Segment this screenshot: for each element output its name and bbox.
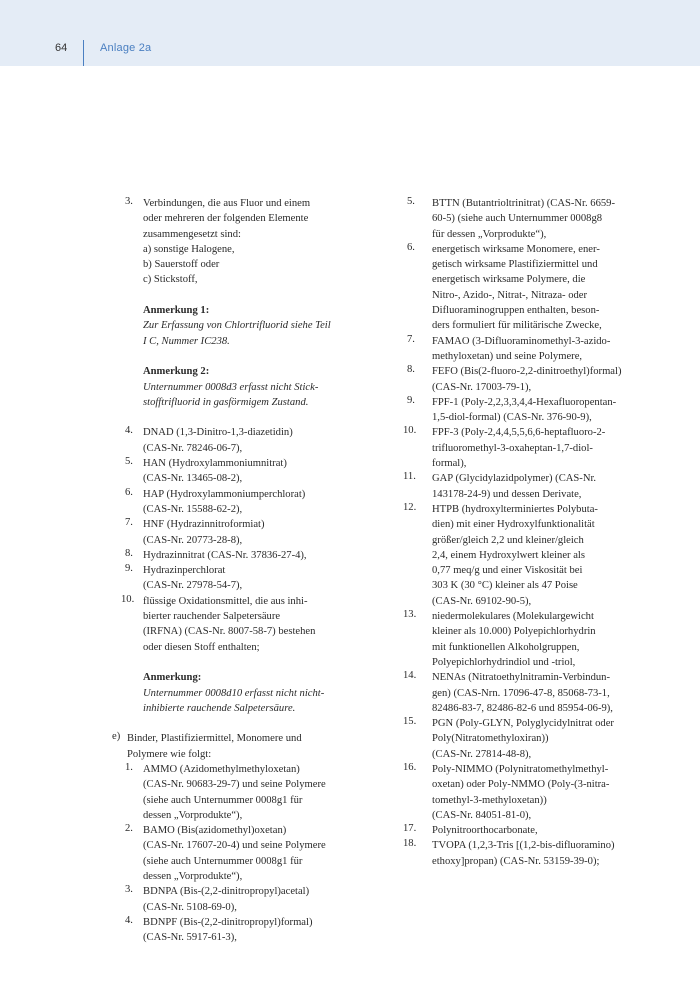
- item-text-line: GAP (Glycidylazidpolymer) (CAS-Nr.: [432, 473, 597, 485]
- list-item-3: [112, 196, 347, 288]
- item-text-line: HTPB (hydroxylterminiertes Polybuta-: [432, 503, 598, 515]
- list-item-14-right: [403, 670, 635, 716]
- item-text-line: (siehe auch Unternummer 0008g1 für: [143, 794, 303, 806]
- item-text-line: (CAS-Nr. 5108-69-0),: [143, 901, 237, 913]
- list-item-11-right: [403, 471, 635, 502]
- note-1: [112, 303, 347, 349]
- item-text-line: 143178-24-9) und dessen Derivate,: [432, 488, 582, 500]
- item-text-line: HAP (Hydroxylammoniumperchlorat): [143, 488, 306, 500]
- section-label: e): [112, 731, 121, 743]
- list-item-10: [112, 594, 347, 655]
- item-text-line: (CAS-Nr. 27814-48-8),: [432, 748, 532, 760]
- list-item-7: [112, 517, 347, 548]
- note-title: Anmerkung:: [143, 672, 202, 684]
- sub-item-a: [143, 242, 347, 257]
- list-item-8: [112, 548, 347, 563]
- item-text-line: BDNPF (Bis-(2,2-dinitropropyl)formal): [143, 916, 313, 928]
- item-text-line: zusammengesetzt sind:: [143, 228, 241, 240]
- page-header: [0, 0, 700, 66]
- item-text-line: HAN (Hydroxylammoniumnitrat): [143, 458, 287, 470]
- item-text-line: Hydrazinnitrat (CAS-Nr. 37836-27-4),: [143, 549, 307, 561]
- item-text-line: oder diesen Stoff enthalten;: [143, 641, 260, 653]
- list-item-4: [112, 425, 347, 456]
- item-number: 7.: [407, 333, 415, 345]
- right-column: [403, 196, 635, 869]
- sub-item-label: c): [143, 274, 152, 286]
- item-text-line: ders formuliert für militärische Zwecke,: [432, 320, 602, 332]
- page-number: 64: [55, 42, 68, 54]
- item-text-line: TVOPA (1,2,3-Tris [(1,2-bis-difluoramino): [432, 840, 615, 852]
- sub-item-text: Stickstoff,: [153, 274, 198, 286]
- sub-item-text: sonstige Halogene,: [153, 243, 235, 255]
- item-number: 10.: [403, 425, 417, 437]
- list-item-6: [112, 487, 347, 518]
- item-number: 8.: [125, 547, 133, 559]
- item-text-line: (CAS-Nr. 78246-06-7),: [143, 442, 243, 454]
- note-title: Anmerkung 2:: [143, 366, 210, 378]
- item-text-line: (CAS-Nr. 13465-08-2),: [143, 473, 243, 485]
- item-text-line: methyloxetan) und seine Polymere,: [432, 350, 583, 362]
- item-text-line: gen) (CAS-Nrn. 17096-47-8, 85068-73-1,: [432, 687, 610, 699]
- item-number: 6.: [407, 241, 415, 253]
- item-text-line: BAMO (Bis(azidomethyl)oxetan): [143, 825, 287, 837]
- list-item-17-right: [403, 823, 635, 838]
- section-text-line: Binder, Plastifiziermittel, Monomere und: [127, 733, 302, 745]
- item-text-line: dessen „Vorprodukte“),: [143, 809, 243, 821]
- item-text-line: bierter rauchender Salpetersäure: [143, 611, 281, 623]
- item-text-line: 1,5-diol-formal) (CAS-Nr. 376-90-9),: [432, 412, 592, 424]
- item-text-line: dessen „Vorprodukte“),: [143, 871, 243, 883]
- e-list-item-3: [112, 884, 347, 915]
- item-text-line: dien) mit einer Hydroxylfunktionalität: [432, 519, 595, 531]
- item-text-line: (CAS-Nr. 27978-54-7),: [143, 580, 243, 592]
- item-number: 4.: [125, 914, 133, 926]
- item-text-line: AMMO (Azidomethylmethyloxetan): [143, 763, 300, 775]
- item-text-line: FEFO (Bis(2-fluoro-2,2-dinitroethyl)formal): [432, 366, 622, 378]
- list-item-15-right: [403, 716, 635, 762]
- item-text-line: FAMAO (3-Difluoraminomethyl-3-azido-: [432, 335, 611, 347]
- section-text-line: Polymere wie folgt:: [127, 748, 212, 760]
- item-text-line: größer/gleich 2,2 und kleiner/gleich: [432, 534, 584, 546]
- list-item-5-right: [403, 196, 635, 242]
- list-item-12-right: [403, 502, 635, 609]
- note-text-line: I C, Nummer IC238.: [143, 335, 230, 347]
- item-text-line: Nitro-, Azido-, Nitrat-, Nitraza- oder: [432, 289, 588, 301]
- list-item-10-right: [403, 425, 635, 471]
- item-number: 2.: [125, 823, 133, 835]
- item-text-line: Difluoraminogruppen enthalten, beson-: [432, 305, 600, 317]
- item-text-line: (CAS-Nr. 5917-61-3),: [143, 932, 237, 944]
- note-title: Anmerkung 1:: [143, 305, 210, 317]
- item-text-line: Poly-NIMMO (Polynitratomethylmethyl-: [432, 763, 609, 775]
- item-text-line: HNF (Hydrazinnitroformiat): [143, 519, 265, 531]
- e-list-item-2: [112, 823, 347, 884]
- note-text-line: Unternummer 0008d3 erfasst nicht Stick-: [143, 381, 319, 393]
- item-text-line: (CAS-Nr. 90683-29-7) und seine Polymere: [143, 779, 326, 791]
- item-text-line: 0,77 meq/g und einer Viskosität bei: [432, 565, 583, 577]
- item-number: 9.: [125, 563, 133, 575]
- sub-item-label: b): [143, 259, 152, 271]
- item-number: 17.: [403, 823, 417, 835]
- item-number: 6.: [125, 486, 133, 498]
- item-number: 18.: [403, 838, 417, 850]
- item-text-line: tomethyl-3-methyloxetan)): [432, 794, 547, 806]
- item-text-line: FPF-1 (Poly-2,2,3,3,4,4-Hexafluoropentan-: [432, 396, 617, 408]
- item-text-line: (CAS-Nr. 20773-28-8),: [143, 534, 243, 546]
- item-text-line: Polynitroorthocarbonate,: [432, 825, 538, 837]
- item-text-line: Poly(Nitratomethyloxiran)): [432, 733, 549, 745]
- item-number: 5.: [125, 456, 133, 468]
- item-text-line: Verbindungen, die aus Fluor und einem: [143, 198, 311, 209]
- item-text-line: 60-5) (siehe auch Unternummer 0008g8: [432, 213, 603, 225]
- note-3: [112, 670, 347, 716]
- item-number: 14.: [403, 670, 417, 682]
- sub-item-b: [143, 257, 347, 272]
- list-item-16-right: [403, 762, 635, 823]
- item-text-line: NENAs (Nitratoethylnitramin-Verbindun-: [432, 672, 610, 684]
- item-text-line: mit funktionellen Alkoholgruppen,: [432, 641, 580, 653]
- section-e: [112, 731, 347, 762]
- item-number: 1.: [125, 761, 133, 773]
- item-number: 8.: [407, 364, 415, 376]
- item-number: 3.: [125, 196, 133, 207]
- note-2: [112, 364, 347, 410]
- list-item-18-right: [403, 838, 635, 869]
- list-item-8-right: [403, 364, 635, 395]
- item-text-line: 2,4, einem Hydroxylwert kleiner als: [432, 549, 585, 561]
- item-text-line: getisch wirksame Plastifiziermittel und: [432, 259, 598, 271]
- item-number: 3.: [125, 884, 133, 896]
- item-text-line: (CAS-Nr. 15588-62-2),: [143, 503, 243, 515]
- item-text-line: trifluoromethyl-3-oxaheptan-1,7-diol-: [432, 442, 593, 454]
- item-text-line: oxetan) oder Poly-NMMO (Poly-(3-nitra-: [432, 779, 610, 791]
- item-number: 10.: [121, 593, 135, 605]
- item-number: 4.: [125, 425, 133, 437]
- header-divider: [83, 40, 84, 66]
- item-number: 16.: [403, 761, 417, 773]
- sub-item-c: [143, 272, 347, 287]
- item-text-line: oder mehreren der folgenden Elemente: [143, 213, 309, 225]
- list-item-13-right: [403, 609, 635, 670]
- list-item-9-right: [403, 395, 635, 426]
- item-text-line: für dessen „Vorprodukte“),: [432, 228, 547, 240]
- item-text-line: (CAS-Nr. 69102-90-5),: [432, 595, 532, 607]
- item-text-line: (CAS-Nr. 17003-79-1),: [432, 381, 532, 393]
- item-text-line: PGN (Poly-GLYN, Polyglycidylnitrat oder: [432, 718, 614, 730]
- sub-item-text: Sauerstoff oder: [154, 259, 220, 271]
- list-item-7-right: [403, 334, 635, 365]
- e-list-item-4: [112, 915, 347, 946]
- list-item-9: [112, 563, 347, 594]
- item-text-line: kleiner als 10.000) Polyepichlorhydrin: [432, 626, 596, 638]
- item-text-line: DNAD (1,3-Dinitro-1,3-diazetidin): [143, 427, 293, 439]
- note-text-line: inhibierte rauchende Salpetersäure.: [143, 702, 296, 714]
- item-number: 9.: [407, 394, 415, 406]
- item-text-line: 303 K (30 °C) kleiner als 47 Poise: [432, 580, 578, 592]
- item-text-line: FPF-3 (Poly-2,4,4,5,5,6,6-heptafluoro-2-: [432, 427, 606, 439]
- item-number: 12.: [403, 501, 417, 513]
- item-text-line: 82486-83-7, 82486-82-6 und 85954-06-9),: [432, 702, 613, 714]
- item-text-line: niedermolekulares (Molekulargewicht: [432, 611, 594, 623]
- note-text-line: Unternummer 0008d10 erfasst nicht nicht-: [143, 687, 325, 699]
- item-text-line: (CAS-Nr. 84051-81-0),: [432, 809, 532, 821]
- item-text-line: energetisch wirksame Monomere, ener-: [432, 243, 600, 255]
- item-text-line: ethoxy]propan) (CAS-Nr. 53159-39-0);: [432, 855, 600, 867]
- item-text-line: Hydrazinperchlorat: [143, 565, 226, 577]
- item-number: 11.: [403, 471, 416, 483]
- item-text-line: Polyepichlorhydrindiol und -triol,: [432, 656, 576, 668]
- item-text-line: (CAS-Nr. 17607-20-4) und seine Polymere: [143, 840, 326, 852]
- sub-item-label: a): [143, 243, 152, 255]
- item-text-line: BDNPA (Bis-(2,2-dinitropropyl)acetal): [143, 886, 310, 898]
- list-item-5: [112, 456, 347, 487]
- item-number: 15.: [403, 716, 417, 728]
- item-text-line: energetisch wirksame Polymere, die: [432, 274, 586, 286]
- item-number: 5.: [407, 196, 415, 207]
- item-text-line: (siehe auch Unternummer 0008g1 für: [143, 855, 303, 867]
- item-text-line: flüssige Oxidationsmittel, die aus inhi-: [143, 595, 308, 607]
- note-text-line: Zur Erfassung von Chlortrifluorid siehe Teil: [143, 320, 331, 332]
- item-number: 7.: [125, 517, 133, 529]
- document-title: Anlage 2a: [100, 42, 152, 54]
- left-column: [112, 196, 347, 946]
- item-text-line: (IRFNA) (CAS-Nr. 8007-58-7) bestehen: [143, 626, 316, 638]
- list-item-6-right: [403, 242, 635, 334]
- item-text-line: BTTN (Butantrioltrinitrat) (CAS-Nr. 6659-: [432, 198, 616, 209]
- item-text-line: formal),: [432, 458, 467, 470]
- item-number: 13.: [403, 609, 417, 621]
- e-list-item-1: [112, 762, 347, 823]
- note-text-line: stofftrifluorid in gasförmigem Zustand.: [143, 396, 309, 408]
